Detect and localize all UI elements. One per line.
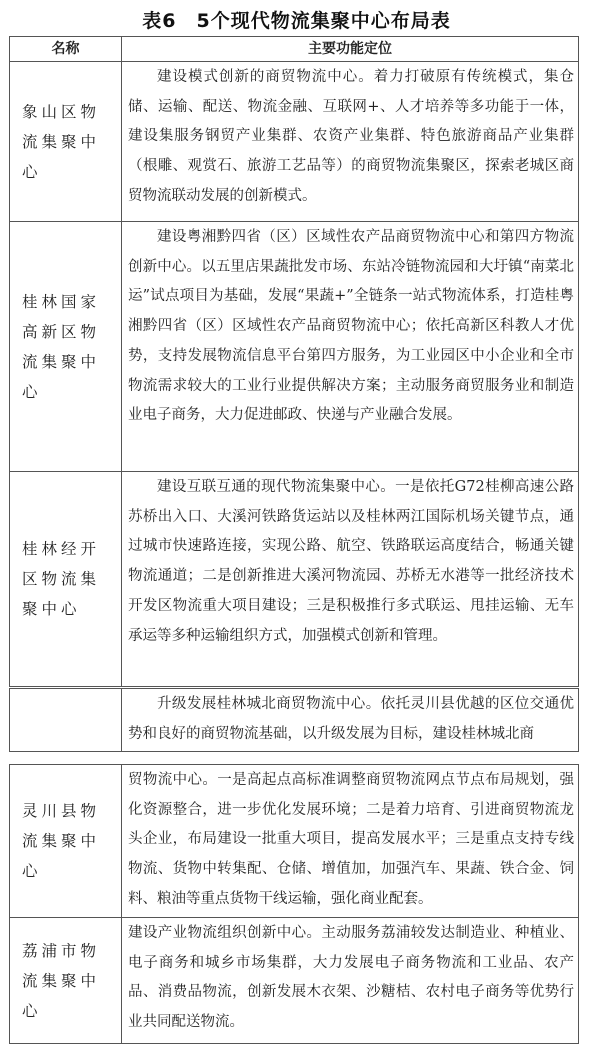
row-function-cell xyxy=(122,222,579,472)
row-name: 象山区物流集聚中心 xyxy=(10,62,122,222)
layout-table-page2 xyxy=(9,764,579,1044)
page-break xyxy=(0,756,593,764)
row-function-text: 贸物流中心。一是高起点高标准调整商贸物流网点节点布局规划，强化资源整合，进一步优化发展环境；二是着力培育、引进商贸物流龙头企业，布局建设一批重大项目，提高发展水平；三是重点支持专线物流、货物中转集配、仓储、增值加，加强汽车、果蔬、铁合金、饲料、粮油等重点货物干线运输，强化商业配套。 xyxy=(128,772,574,907)
table-row xyxy=(10,222,579,472)
layout-table xyxy=(9,36,579,687)
table-header-row xyxy=(10,37,579,62)
row-name: 桂林国家高新区物流集聚中心 xyxy=(10,222,122,472)
table-row xyxy=(10,918,579,1044)
row-function-text: 建设产业物流组织创新中心。主动服务荔浦较发达制造业、种植业、电子商务和城乡市场集群，大力发展电子商务物流和工业品、农产品、消费品物流，创新发展木衣架、沙糖桔、农村电子商务等优势行业共同配送物流。 xyxy=(128,925,574,1031)
table-row xyxy=(10,765,579,918)
row-function-cell xyxy=(122,472,579,687)
row-function-text: 建设粤湘黔四省（区）区域性农产品商贸物流中心和第四方物流创新中心。以五里店果蔬批发市场、东站冷链物流园和大圩镇“南菜北运”试点项目为基础，发展“果蔬+”全链条一站式物流体系，打造桂粤湘黔四省（区）区域性农产品商贸物流中心；依托高新区科教人才优势，支持发展物流信息平台第四方服务，为工业园区中小企业和全市物流需求较大的工业行业提供解决方案；主动服务商贸服务业和制造业电子商务，大力促进邮政、快递与产业融合发展。 xyxy=(128,229,574,424)
row-name: 灵川县物流集聚中心 xyxy=(10,765,122,918)
table-title: 表6 5个现代物流集聚中心布局表 xyxy=(142,10,451,32)
header-function: 主要功能定位 xyxy=(122,37,579,62)
table-row xyxy=(10,689,579,752)
header-name: 名称 xyxy=(10,37,122,62)
table-row xyxy=(10,472,579,687)
row-function-cell xyxy=(122,689,579,752)
row-name: 桂林经开区物流集聚中心 xyxy=(10,472,122,687)
row-function-text: 建设互联互通的现代物流集聚中心。一是依托G72桂柳高速公路苏桥出入口、大溪河铁路货运站以及桂林两江国际机场关键节点，通过城市快速路连接，实现公路、航空、铁路联运高度结合，畅通关键物流通道；二是创新推进大溪河物流园、苏桥无水港等一批经济技术开发区物流重大项目建设；三是积极推行多式联运、甩挂运输、无车承运等多种运输组织方式，加强模式创新和管理。 xyxy=(128,479,574,644)
row-function-text: 升级发展桂林城北商贸物流中心。依托灵川县优越的区位交通优势和良好的商贸物流基础，以升级发展为目标，建设桂林城北商 xyxy=(128,696,574,742)
layout-table-continued xyxy=(9,688,579,752)
row-function-cell xyxy=(122,918,579,1044)
row-name: 荔浦市物流集聚中心 xyxy=(10,918,122,1044)
row-function-cell xyxy=(122,765,579,918)
row-function-text: 建设模式创新的商贸物流中心。着力打破原有传统模式，集仓储、运输、配送、物流金融、互联网+、人才培养等多功能于一体，建设集服务钢贸产业集群、农资产业集群、特色旅游商品产业集群（根雕、观赏石、旅游工艺品等）的商贸物流集聚区，探索老城区商贸物流联动发展的创新模式。 xyxy=(128,69,574,204)
row-name-empty xyxy=(10,689,122,752)
row-function-cell xyxy=(122,62,579,222)
table-row xyxy=(10,62,579,222)
